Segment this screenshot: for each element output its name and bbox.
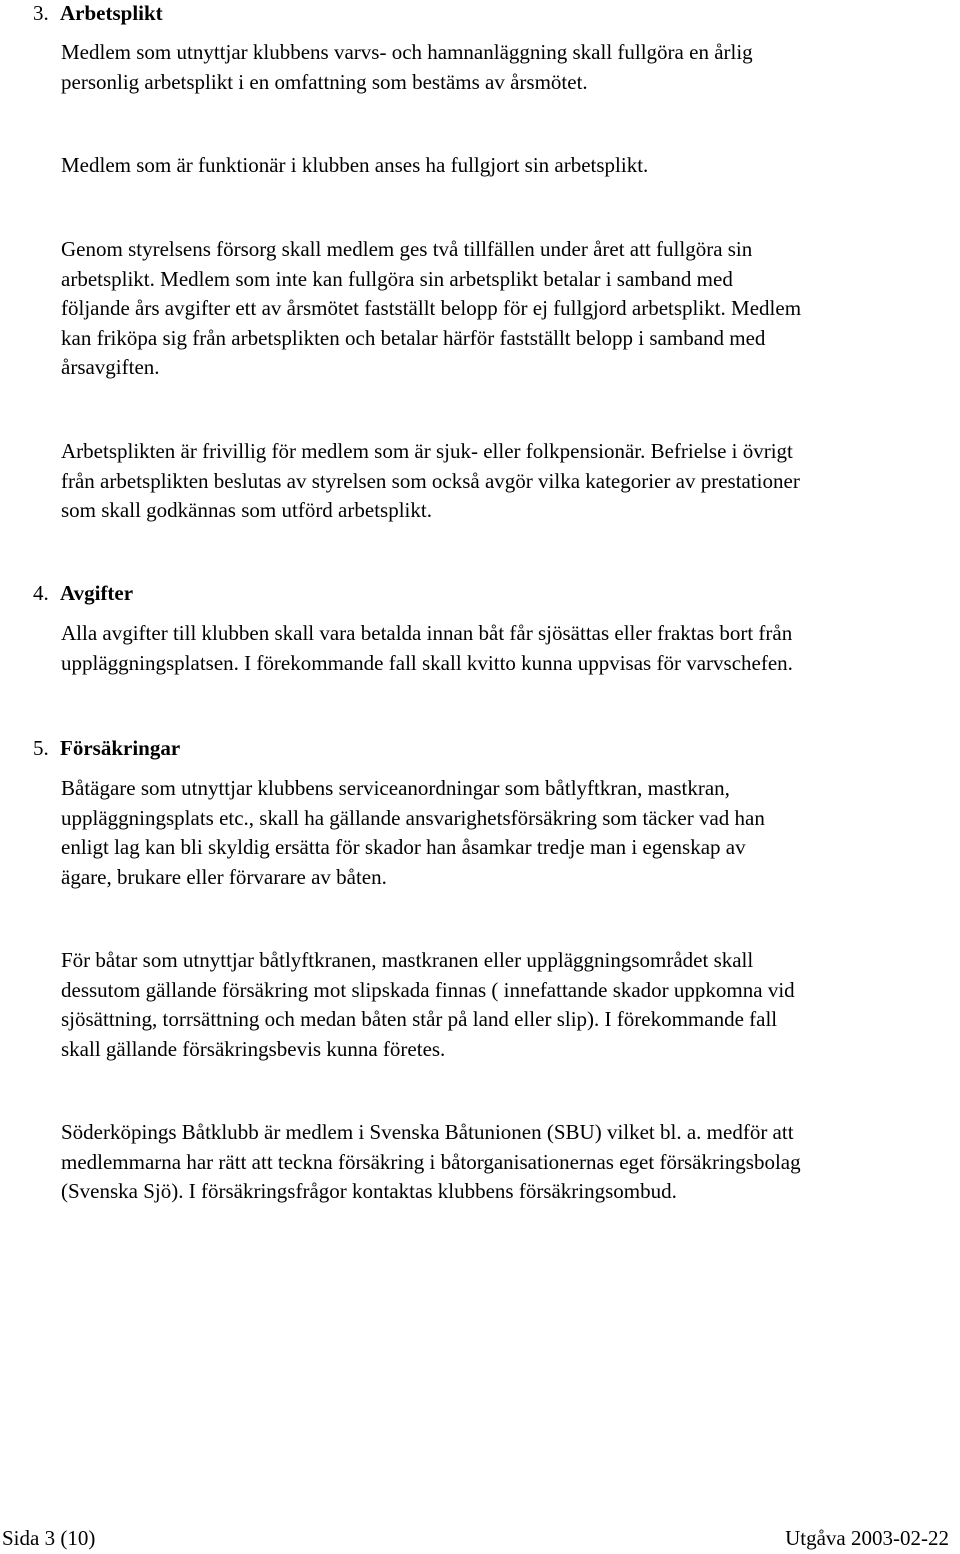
section-number: 3. — [33, 1, 49, 25]
paragraph — [61, 946, 959, 1064]
section-title: Arbetsplikt — [60, 1, 163, 25]
text-line: Medlem som utnyttjar klubbens varvs- och hamnanläggning skall fullgöra en årlig — [61, 40, 753, 64]
section-number: 5. — [33, 736, 49, 760]
edition-date: Utgåva 2003-02-22 — [785, 1526, 949, 1550]
text-line: För båtar som utnyttjar båtlyftkranen, mastkranen eller uppläggningsområdet skall — [61, 948, 754, 972]
section-title: Försäkringar — [60, 736, 181, 760]
text-line: Medlem som är funktionär i klubben anses ha fullgjort sin arbetsplikt. — [61, 153, 649, 177]
text-line: Söderköpings Båtklubb är medlem i Svenska Båtunionen (SBU) vilket bl. a. medför att — [61, 1120, 794, 1144]
text-line: årsavgiften. — [61, 355, 160, 380]
text-line: ägare, brukare eller förvarare av båten. — [61, 864, 387, 889]
text-line: dessutom gällande försäkring mot slipskada finnas ( innefattande skador uppkomna vid — [61, 977, 795, 1002]
paragraph — [61, 151, 959, 181]
section-heading-arbetsplikt — [33, 0, 163, 26]
text-line: sjösättning, torrsättning och medan båten står på land eller slip). I förekommande fall — [61, 1007, 778, 1032]
text-line: från arbetsplikten beslutas av styrelsen som också avgör vilka kategorier av prestationer — [61, 468, 800, 493]
text-line: Båtägare som utnyttjar klubbens serviceanordningar som båtlyftkran, mastkran, — [61, 776, 730, 800]
text-line: Genom styrelsens försorg skall medlem ges två tillfällen under året att fullgöra sin — [61, 237, 753, 261]
paragraph — [61, 38, 959, 97]
page-number: Sida 3 (10) — [2, 1526, 96, 1550]
paragraph — [61, 235, 959, 383]
text-line: Arbetsplikten är frivillig för medlem som är sjuk- eller folkpensionär. Befrielse i övrigt — [61, 439, 793, 463]
section-heading-forsakringar — [33, 735, 180, 761]
paragraph — [61, 437, 959, 526]
paragraph — [61, 619, 959, 678]
text-line: arbetsplikt. Medlem som inte kan fullgöra sin arbetsplikt betalar i samband med — [61, 266, 733, 291]
text-line: Alla avgifter till klubben skall vara betalda innan båt får sjösättas eller fraktas bort från — [61, 621, 793, 645]
text-line: enligt lag kan bli skyldig ersätta för skador han åsamkar tredje man i egenskap av — [61, 835, 746, 860]
text-line: kan friköpa sig från arbetsplikten och betalar härför fastställt belopp i samband med — [61, 325, 766, 350]
text-line: uppläggningsplatsen. I förekommande fall skall kvitto kunna uppvisas för varvschefen. — [61, 650, 793, 675]
text-line: som skall godkännas som utförd arbetsplikt. — [61, 498, 432, 523]
text-line: medlemmarna har rätt att teckna försäkring i båtorganisationernas eget försäkringsbolag — [61, 1149, 801, 1174]
section-heading-avgifter — [33, 580, 133, 606]
paragraph — [61, 774, 959, 892]
text-line: skall gällande försäkringsbevis kunna företes. — [61, 1036, 446, 1061]
section-number: 4. — [33, 581, 49, 605]
paragraph — [61, 1118, 959, 1207]
text-line: följande års avgifter ett av årsmötet fastställt belopp för ej fullgjord arbetsplikt. Medlem — [61, 296, 802, 321]
text-line: uppläggningsplats etc., skall ha gällande ansvarighetsförsäkring som täcker vad han — [61, 805, 765, 830]
section-title: Avgifter — [60, 581, 134, 605]
text-line: (Svenska Sjö). I försäkringsfrågor kontaktas klubbens försäkringsombud. — [61, 1179, 677, 1204]
text-line: personlig arbetsplikt i en omfattning som bestäms av årsmötet. — [61, 69, 588, 94]
